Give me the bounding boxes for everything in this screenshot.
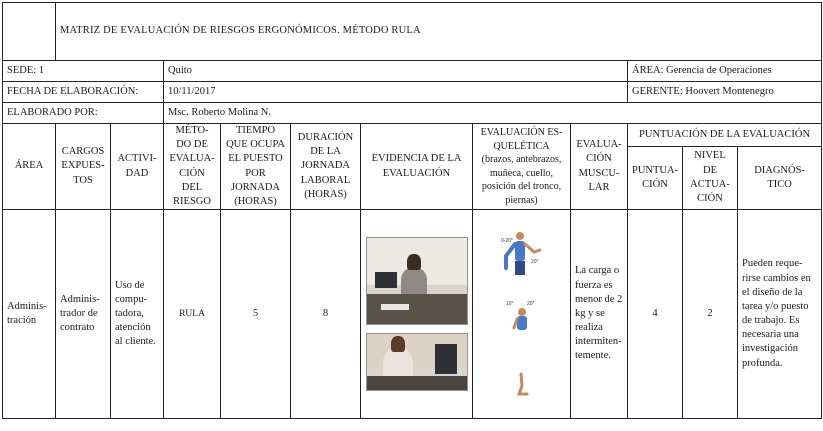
header-area: ÁREA <box>3 124 56 210</box>
cell-muscular: La carga o fuerza es menor de 2 kg y se realiza intermiten-temente. <box>571 210 628 419</box>
sede-value: Quito <box>164 61 628 82</box>
rula-matrix-table <box>2 2 822 419</box>
header-puntuacion: PUNTUA-CIÓN <box>628 146 683 209</box>
fecha-label: FECHA DE ELABORACIÓN: <box>3 82 164 103</box>
cell-esqueletica <box>473 210 571 419</box>
elaborado-value: Msc. Roberto Molina N. <box>164 103 822 124</box>
arm-posture-figure <box>500 230 544 280</box>
cell-nivel: 2 <box>683 210 738 419</box>
gerente-info: GERENTE: Hoovert Montenegro <box>628 82 822 103</box>
area-info: ÁREA: Gerencia de Operaciones <box>628 61 822 82</box>
header-diagnostico: DIAGNÓS-TICO <box>738 146 822 209</box>
arm-angle-label-a: 0-20° <box>500 238 513 245</box>
cell-actividad: Uso de compu-tadora, atención al cliente. <box>111 210 164 419</box>
header-duracion: DURACIÓN DE LA JORNADA LABORAL (HORAS) <box>291 124 361 210</box>
page-title: MATRIZ DE EVALUACIÓN DE RIESGOS ERGONÓMICOS. MÉTODO RULA <box>56 3 822 61</box>
header-actividad: ACTIVI-DAD <box>111 124 164 210</box>
header-evidencia: EVIDENCIA DE LA EVALUACIÓN <box>361 124 473 210</box>
header-nivel: NIVEL DE ACTUA-CIÓN <box>683 146 738 209</box>
cell-metodo: RULA <box>164 210 221 419</box>
neck-angle-label-b: 20° <box>526 301 535 308</box>
evidence-photo-2 <box>366 333 468 391</box>
cell-cargo: Adminis-trador de contrato <box>56 210 111 419</box>
header-metodo: MÉTO-DO DE EVALUA-CIÓN DEL RIESGO <box>164 124 221 210</box>
header-esqueletica: EVALUACIÓN ES-QUELÉTICA (brazos, antebrazos, muñeca, cuello, posición del tronco, piernas) <box>473 124 571 210</box>
cell-puntuacion: 4 <box>628 210 683 419</box>
logo-cell <box>3 3 56 61</box>
sede-label: SEDE: 1 <box>3 61 164 82</box>
header-cargos: CARGOS EXPUES-TOS <box>56 124 111 210</box>
cell-duracion: 8 <box>291 210 361 419</box>
neck-angle-label-a: 10° <box>505 301 514 308</box>
header-tiempo: TIEMPO QUE OCUPA EL PUESTO POR JORNADA (HORAS) <box>221 124 291 210</box>
evidence-photo-1 <box>366 237 468 325</box>
header-puntuacion-group: PUNTUACIÓN DE LA EVALUACIÓN <box>628 124 822 147</box>
elaborado-label: ELABORADO POR: <box>3 103 164 124</box>
cell-area: Adminis-tración <box>3 210 56 419</box>
fecha-value: 10/11/2017 <box>164 82 628 103</box>
cell-diagnostico: Pueden reque-rirse cambios en el diseño de la tarea y/o puesto de trabajo. Es necesaria una investigación profunda. <box>738 210 822 419</box>
header-muscular: EVALUA-CIÓN MUSCU-LAR <box>571 124 628 210</box>
neck-posture-figure <box>500 296 544 336</box>
cell-evidencia <box>361 210 473 419</box>
leg-posture-figure <box>507 372 537 398</box>
cell-tiempo: 5 <box>221 210 291 419</box>
arm-angle-label-b: 20° <box>530 259 539 266</box>
